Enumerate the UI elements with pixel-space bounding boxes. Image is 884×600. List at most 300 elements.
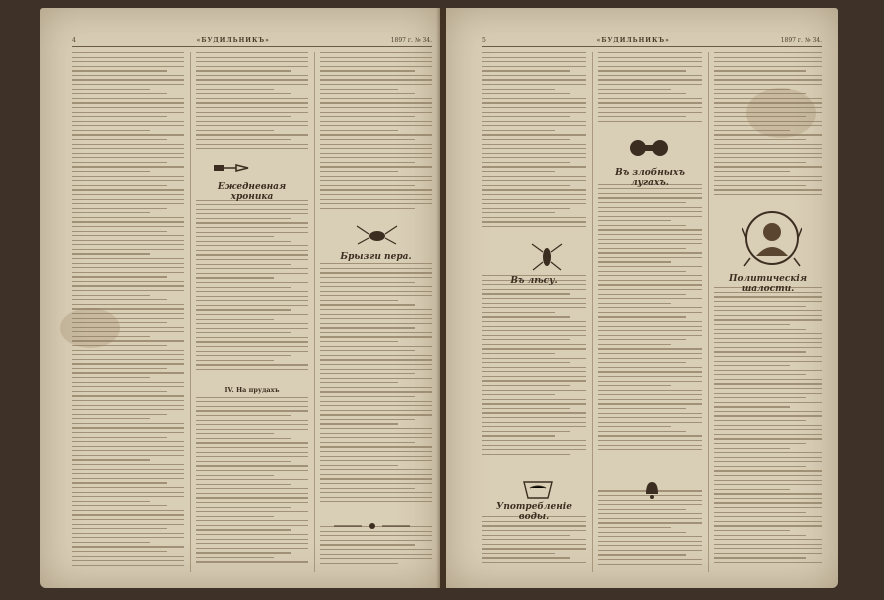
text-line <box>482 435 555 436</box>
text-line <box>196 529 291 530</box>
text-line <box>72 322 167 323</box>
text-line <box>598 107 702 108</box>
text-line <box>72 144 184 145</box>
text-line <box>714 315 822 316</box>
text-line <box>598 554 686 555</box>
text-line <box>320 112 432 113</box>
text-line <box>196 337 308 338</box>
text-line <box>196 222 308 223</box>
text-line <box>72 285 184 286</box>
text-line <box>714 535 806 536</box>
text-line <box>196 227 308 228</box>
text-line <box>196 332 291 333</box>
text-line <box>482 194 586 195</box>
text-line <box>320 208 415 209</box>
text-line <box>196 429 308 430</box>
text-line <box>482 371 586 372</box>
text-line <box>598 426 671 427</box>
text-line <box>598 261 671 262</box>
text-line <box>714 512 806 513</box>
text-line <box>714 61 822 62</box>
text-line <box>482 217 586 218</box>
text-line <box>714 553 822 554</box>
text-line <box>598 330 702 331</box>
text-line <box>320 451 432 452</box>
text-line <box>714 166 822 167</box>
text-line <box>72 304 184 305</box>
left-page-number: 4 <box>72 36 76 44</box>
text-line <box>72 272 184 273</box>
text-line <box>320 460 432 461</box>
text-line <box>598 70 686 71</box>
text-line <box>72 102 184 103</box>
text-line <box>482 408 570 409</box>
text-line <box>598 188 702 189</box>
text-line <box>320 300 398 301</box>
text-line <box>598 513 702 514</box>
text-line <box>72 263 184 264</box>
text-line <box>320 295 432 296</box>
text-line <box>72 510 184 511</box>
text-line <box>598 239 702 240</box>
text-line <box>598 266 702 267</box>
text-line <box>72 185 167 186</box>
text-line <box>72 377 150 378</box>
text-line <box>320 66 432 67</box>
text-line <box>320 387 432 388</box>
text-line <box>196 548 308 549</box>
text-line <box>72 405 184 406</box>
text-line <box>72 253 150 254</box>
text-line <box>196 543 308 544</box>
text-line <box>598 367 702 368</box>
text-line <box>714 475 822 476</box>
text-line <box>598 532 686 533</box>
text-line <box>598 52 702 53</box>
text-line <box>482 530 586 531</box>
text-line <box>196 268 308 269</box>
text-line <box>196 433 274 434</box>
text-line <box>482 130 555 131</box>
text-line <box>196 502 308 503</box>
text-line <box>320 153 432 154</box>
text-line <box>196 341 308 342</box>
text-line <box>714 452 822 453</box>
text-line <box>196 539 308 540</box>
text-line <box>72 66 184 67</box>
text-line <box>196 351 308 352</box>
text-line <box>72 331 184 332</box>
text-line <box>714 379 822 380</box>
text-line <box>714 429 822 430</box>
text-line <box>72 514 184 515</box>
text-line <box>72 414 167 415</box>
text-line <box>714 301 822 302</box>
text-line <box>72 281 184 282</box>
text-line <box>320 437 432 438</box>
text-line <box>482 454 570 455</box>
text-line <box>196 218 291 219</box>
column-rule <box>190 52 191 572</box>
text-line <box>320 286 432 287</box>
text-line <box>482 562 586 563</box>
text-line <box>714 525 822 526</box>
text-line <box>72 157 184 158</box>
text-line <box>714 319 822 320</box>
right-page-number: 5 <box>482 36 486 44</box>
text-line <box>482 312 555 313</box>
text-line <box>72 505 167 506</box>
text-line <box>320 433 432 434</box>
text-line <box>72 276 167 277</box>
text-line <box>714 548 822 549</box>
text-line <box>482 203 586 204</box>
left-masthead: «БУДИЛЬНИКЪ» <box>196 36 270 44</box>
text-line <box>482 449 586 450</box>
text-line <box>714 521 822 522</box>
text-line <box>72 441 184 442</box>
text-line <box>482 553 555 554</box>
text-line <box>598 358 702 359</box>
text-line <box>598 339 686 340</box>
text-line <box>320 268 432 269</box>
text-line <box>72 148 184 149</box>
text-line <box>598 326 702 327</box>
right-issue: 1897 г. № 34. <box>780 36 822 44</box>
text-line <box>482 125 586 126</box>
text-line <box>482 70 570 71</box>
text-line <box>320 199 432 200</box>
bell-illustration-icon <box>642 478 662 504</box>
text-line <box>714 493 822 494</box>
text-line <box>714 383 822 384</box>
text-line <box>72 542 150 543</box>
text-line <box>598 440 702 441</box>
text-line <box>320 98 432 99</box>
text-line <box>72 450 184 451</box>
text-line <box>196 520 308 521</box>
column-rule <box>592 52 593 572</box>
text-line <box>714 70 806 71</box>
text-line <box>598 522 702 523</box>
text-line <box>320 304 415 305</box>
text-line <box>714 347 822 348</box>
right-column-3 <box>714 52 822 567</box>
text-line <box>320 346 432 347</box>
text-line <box>196 236 274 237</box>
text-line <box>196 107 308 108</box>
text-line <box>598 93 686 94</box>
text-line <box>482 353 555 354</box>
text-line <box>714 112 822 113</box>
text-line <box>72 125 184 126</box>
text-line <box>714 434 822 435</box>
text-line <box>72 446 184 447</box>
text-line <box>714 98 822 99</box>
text-line <box>598 307 702 308</box>
text-line <box>196 319 274 320</box>
text-line <box>72 533 184 534</box>
text-line <box>196 93 291 94</box>
ornament-divider-icon <box>332 516 412 535</box>
text-line <box>714 194 822 195</box>
text-line <box>72 437 167 438</box>
text-line <box>482 289 586 290</box>
text-line <box>714 361 822 362</box>
text-line <box>714 333 822 334</box>
text-line <box>598 376 702 377</box>
text-line <box>72 427 184 428</box>
text-line <box>598 385 671 386</box>
text-line <box>320 125 432 126</box>
text-line <box>72 199 184 200</box>
text-line <box>72 560 184 561</box>
text-line <box>72 249 184 250</box>
text-line <box>320 405 432 406</box>
text-line <box>482 348 586 349</box>
text-line <box>320 501 432 502</box>
text-line <box>482 107 586 108</box>
text-line <box>196 75 308 76</box>
text-line <box>196 213 308 214</box>
text-line <box>598 89 671 90</box>
text-line <box>196 209 308 210</box>
text-line <box>72 84 184 85</box>
text-line <box>72 166 184 167</box>
text-line <box>598 84 702 85</box>
text-line <box>598 271 686 272</box>
text-line <box>72 478 184 479</box>
text-line <box>714 457 822 458</box>
text-line <box>598 362 686 363</box>
text-line <box>72 194 184 195</box>
chronicle-heading: Ежедневная хроника <box>217 182 287 202</box>
text-line <box>72 350 184 351</box>
text-line <box>72 519 184 520</box>
text-line <box>320 180 432 181</box>
binoculars-illustration-icon <box>626 138 672 162</box>
text-line <box>320 70 415 71</box>
flashes-heading: Брызги пера. <box>340 252 412 262</box>
text-line <box>598 298 702 299</box>
text-line <box>482 84 586 85</box>
forest-heading: Въ лѣсу. <box>510 276 558 286</box>
text-line <box>196 438 291 439</box>
text-line <box>196 139 291 140</box>
text-line <box>196 552 291 553</box>
text-line <box>482 148 586 149</box>
text-line <box>598 248 686 249</box>
portrait-vignette-icon <box>742 208 802 272</box>
text-line <box>72 299 167 300</box>
text-line <box>196 79 308 80</box>
text-line <box>598 399 702 400</box>
text-line <box>196 328 308 329</box>
text-line <box>72 221 184 222</box>
text-line <box>482 385 570 386</box>
text-line <box>598 112 702 113</box>
text-line <box>714 189 822 190</box>
text-line <box>714 52 822 53</box>
text-line <box>196 134 308 135</box>
text-line <box>320 189 432 190</box>
text-line <box>320 442 415 443</box>
text-line <box>482 157 586 158</box>
text-line <box>598 275 702 276</box>
text-line <box>196 355 291 356</box>
text-line <box>714 484 822 485</box>
text-line <box>714 356 822 357</box>
text-line <box>72 565 184 566</box>
text-line <box>320 456 432 457</box>
text-line <box>482 144 586 145</box>
text-line <box>598 61 702 62</box>
text-line <box>482 93 570 94</box>
text-line <box>72 551 167 552</box>
text-line <box>714 139 806 140</box>
right-page <box>446 8 838 588</box>
text-line <box>482 344 586 345</box>
text-line <box>196 300 308 301</box>
text-line <box>196 102 308 103</box>
text-line <box>714 84 822 85</box>
text-line <box>482 544 586 545</box>
text-line <box>72 537 184 538</box>
text-line <box>714 342 822 343</box>
text-line <box>72 235 184 236</box>
text-line <box>482 557 570 558</box>
left-page <box>40 8 440 588</box>
text-line <box>598 243 702 244</box>
text-line <box>598 207 702 208</box>
text-line <box>320 61 432 62</box>
text-line <box>320 535 432 536</box>
text-line <box>482 208 570 209</box>
text-line <box>598 449 702 450</box>
text-line <box>598 413 702 414</box>
text-line <box>72 258 184 259</box>
text-line <box>320 359 432 360</box>
text-line <box>714 498 822 499</box>
text-line <box>320 84 432 85</box>
text-line <box>320 419 415 420</box>
text-line <box>598 371 702 372</box>
pointing-hand-icon <box>212 160 252 180</box>
text-line <box>72 423 184 424</box>
text-line <box>598 353 702 354</box>
text-line <box>714 130 790 131</box>
text-line <box>714 539 822 540</box>
text-line <box>72 418 150 419</box>
text-line <box>714 89 790 90</box>
text-line <box>320 396 415 397</box>
text-line <box>482 166 586 167</box>
text-line <box>196 447 308 448</box>
text-line <box>196 410 308 411</box>
text-line <box>714 466 806 467</box>
text-line <box>598 394 702 395</box>
text-line <box>196 314 308 315</box>
text-line <box>196 250 308 251</box>
water-vessel-illustration-icon <box>518 476 558 504</box>
text-line <box>598 225 686 226</box>
text-line <box>482 380 586 381</box>
text-line <box>72 139 167 140</box>
text-line <box>320 162 415 163</box>
text-line <box>482 176 586 177</box>
text-line <box>482 335 586 336</box>
text-line <box>482 399 586 400</box>
text-line <box>196 461 291 462</box>
text-line <box>72 556 184 557</box>
text-line <box>196 305 308 306</box>
text-line <box>482 316 570 317</box>
text-line <box>320 75 432 76</box>
text-line <box>196 148 308 149</box>
text-line <box>714 402 822 403</box>
text-line <box>714 502 822 503</box>
text-line <box>72 134 184 135</box>
text-line <box>320 282 415 283</box>
text-line <box>598 417 702 418</box>
text-line <box>72 267 184 268</box>
right-masthead: «БУДИЛЬНИКЪ» <box>596 36 670 44</box>
text-line <box>72 368 167 369</box>
text-line <box>482 75 586 76</box>
text-line <box>72 528 167 529</box>
text-line <box>714 66 822 67</box>
text-line <box>598 216 702 217</box>
text-line <box>320 318 432 319</box>
text-line <box>598 422 702 423</box>
left-page-header <box>72 34 432 47</box>
text-line <box>714 157 822 158</box>
text-line <box>598 316 686 317</box>
text-line <box>482 66 586 67</box>
text-line <box>320 350 415 351</box>
text-line <box>320 323 432 324</box>
text-line <box>196 516 274 517</box>
text-line <box>482 525 586 526</box>
text-line <box>482 440 586 441</box>
text-line <box>714 470 822 471</box>
text-line <box>714 176 822 177</box>
text-line <box>72 409 184 410</box>
text-line <box>196 89 274 90</box>
text-line <box>196 273 308 274</box>
text-line <box>598 193 702 194</box>
left-issue: 1897 г. № 34. <box>390 36 432 44</box>
text-line <box>196 84 308 85</box>
text-line <box>320 52 432 53</box>
text-line <box>598 509 686 510</box>
text-line <box>482 330 586 331</box>
text-line <box>482 153 586 154</box>
water-heading: Употребленіе воды. <box>496 502 572 522</box>
text-line <box>482 212 555 213</box>
text-line <box>320 336 432 337</box>
text-line <box>482 180 586 181</box>
text-line <box>196 406 308 407</box>
text-line <box>196 277 274 278</box>
text-line <box>196 241 291 242</box>
text-line <box>320 134 432 135</box>
text-line <box>714 57 822 58</box>
text-line <box>598 445 702 446</box>
text-line <box>482 376 586 377</box>
text-line <box>196 561 308 562</box>
text-line <box>196 360 274 361</box>
